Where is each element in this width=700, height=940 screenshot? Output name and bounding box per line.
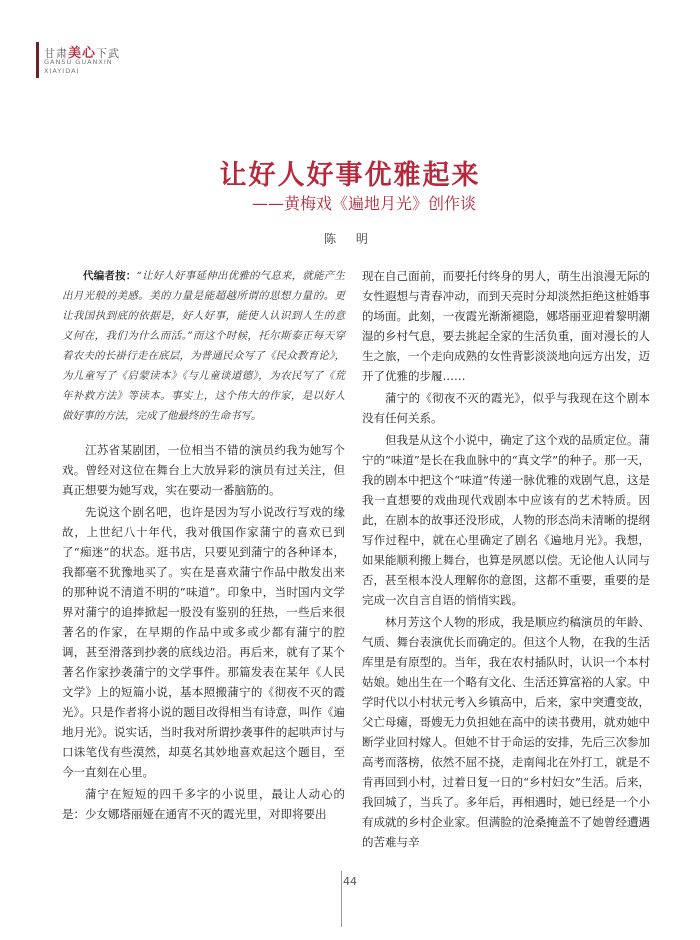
paragraph: 江苏省某剧团，一位相当不错的演员约我为她写个戏。曾经对这位在舞台上大放异彩的演员有过关注，但真正想要为她写戏，实在要动一番脑筋的。 xyxy=(62,443,345,497)
left-column xyxy=(62,440,345,824)
masthead-cn-suffix: 下武 xyxy=(96,47,121,60)
paragraph: 蒲宁的《彻夜不灭的霞光》，似乎与我现在这个剧本没有任何关系。 xyxy=(362,391,650,425)
editor-note-label: 代编者按： xyxy=(83,270,137,282)
masthead-bar xyxy=(36,42,39,78)
masthead-cn-accent: 美心 xyxy=(68,46,97,61)
editor-note-text: “让好人好事延伸出优雅的气息来，就能产生出月光般的美感。美的力量是能超越所谓的思想力量的。更让我国执到底的依据是，好人好事，能使人认识到人生的意义何在，我们为什么而活。”而这个时候，托尔斯泰正每天穿着农夫的长褂行走在底层，为普通民众写了《民众教育论》，为儿童写了《启蒙读本》《与儿童谈道德》，为农民写了《荒年补救方法》等读本。事实上，这个伟大的作家，是以好人做好事的方法，完成了他最终的生命书写。 xyxy=(62,270,345,422)
paragraph: 蒲宁在短短的四千多字的小说里，最让人动心的是：少女娜塔丽娅在通宵不灭的霞光里，对即将要出 xyxy=(62,787,345,821)
magazine-masthead xyxy=(36,42,176,82)
article-subtitle: ——黄梅戏《遍地月光》创作谈 xyxy=(252,194,477,213)
masthead-cn-prefix: 甘肃 xyxy=(44,47,68,60)
masthead-en-line2: XIAYIDAI xyxy=(44,67,80,75)
page-number: 44 xyxy=(343,875,357,888)
article-author: 陈 明 xyxy=(324,232,376,246)
article-title: 让好人好事优雅起来 xyxy=(219,160,481,191)
paragraph: 林月芳这个人物的形成，我是顺应约稿演员的年龄、气质、舞台表演优长而确定的。但这个人物，在我的生活库里是有原型的。当年，我在农村插队时，认识一个本村姑娘。她出生在一个略有文化、生活还算富裕的人家。中学时代以小村状元考入乡镇高中，后来，家中突遭变故，父亡母瘫，哥嫂无力负担她在高中的读书费用，就劝她中断学业回村嫁人。但她不甘于命运的安排，先后三次参加高考而落榜，依然不屈不挠，走南闯北在外打工，就是不肯再回到小村，过着日复一日的“乡村妇女”生活。后来，我回城了，当兵了。多年后，再相遇时，她已经是一个小有成就的乡村企业家。但满脸的沧桑掩盖不了她曾经遭遇的苦难与辛 xyxy=(362,615,650,849)
footer-divider xyxy=(341,871,342,927)
editor-note xyxy=(62,266,345,426)
paragraph: 但我是从这个小说中，确定了这个戏的品质定位。蒲宁的“味道”是长在我血脉中的“真文学”的种子。那一天，我的剧本中把这个“味道”传递一脉优雅的戏剧气息，这是我一直想要的戏曲现代戏剧本中应该有的艺术特质。因此，在剧本的故事还没形成，人物的形态尚未清晰的提纲写作过程中，就在心里确定了剧名《遍地月光》。我想，如果能顺利搬上舞台，也算是夙愿以偿。无论他人认同与否，甚至根本没人理解你的意图，这都不重要，重要的是完成一次自言自语的悄悄实践。 xyxy=(362,433,651,607)
right-column xyxy=(362,266,650,852)
masthead-en-line1: GANSU GUANXIN xyxy=(44,58,113,66)
paragraph: 先说这个剧名吧，也许是因为写小说改行写戏的缘故，上世纪八十年代，我对俄国作家蒲宁的喜欢已到了“痴迷”的状态。逛书店，只要见到蒲宁的各种译本，我都毫不犹豫地买了。实在是喜欢蒲宁作品中散发出来的那种说不清道不明的“味道”。印象中，当时国内文学界对蒲宁的追捧掀起一股没有鉴别的狂热，一些后来很著名的作家，在早期的作品中或多或少都有蒲宁的腔调，甚至滑落到抄袭的底线边沿。再后来，就有了某个著名作家抄袭蒲宁的文学事件。那篇发表在某年《人民文学》上的短篇小说，基本照搬蒲宁的《彻夜不灭的霞光》。只是作者将小说的题目改得相当有诗意，叫作《遍地月光》。说实话，当时我对所谓抄袭事件的起哄声讨与口诛笔伐有些漠然，却莫名其妙地喜欢起这个题目，至今一直刻在心里。 xyxy=(62,505,345,779)
paragraph: 现在自己面前，而要托付终身的男人，萌生出浪漫无际的女性遐想与青春冲动，而到天亮时分却淡然拒绝这桩婚事的场面。此刻，一夜霞光渐渐褪隐，娜塔丽亚迎着黎明潮湿的乡村气息，要去挑起全家的生活负重，面对漫长的人生之旅，一个走向成熟的女性背影淡淡地向远方出发，迈开了优雅的步履…… xyxy=(362,269,650,383)
